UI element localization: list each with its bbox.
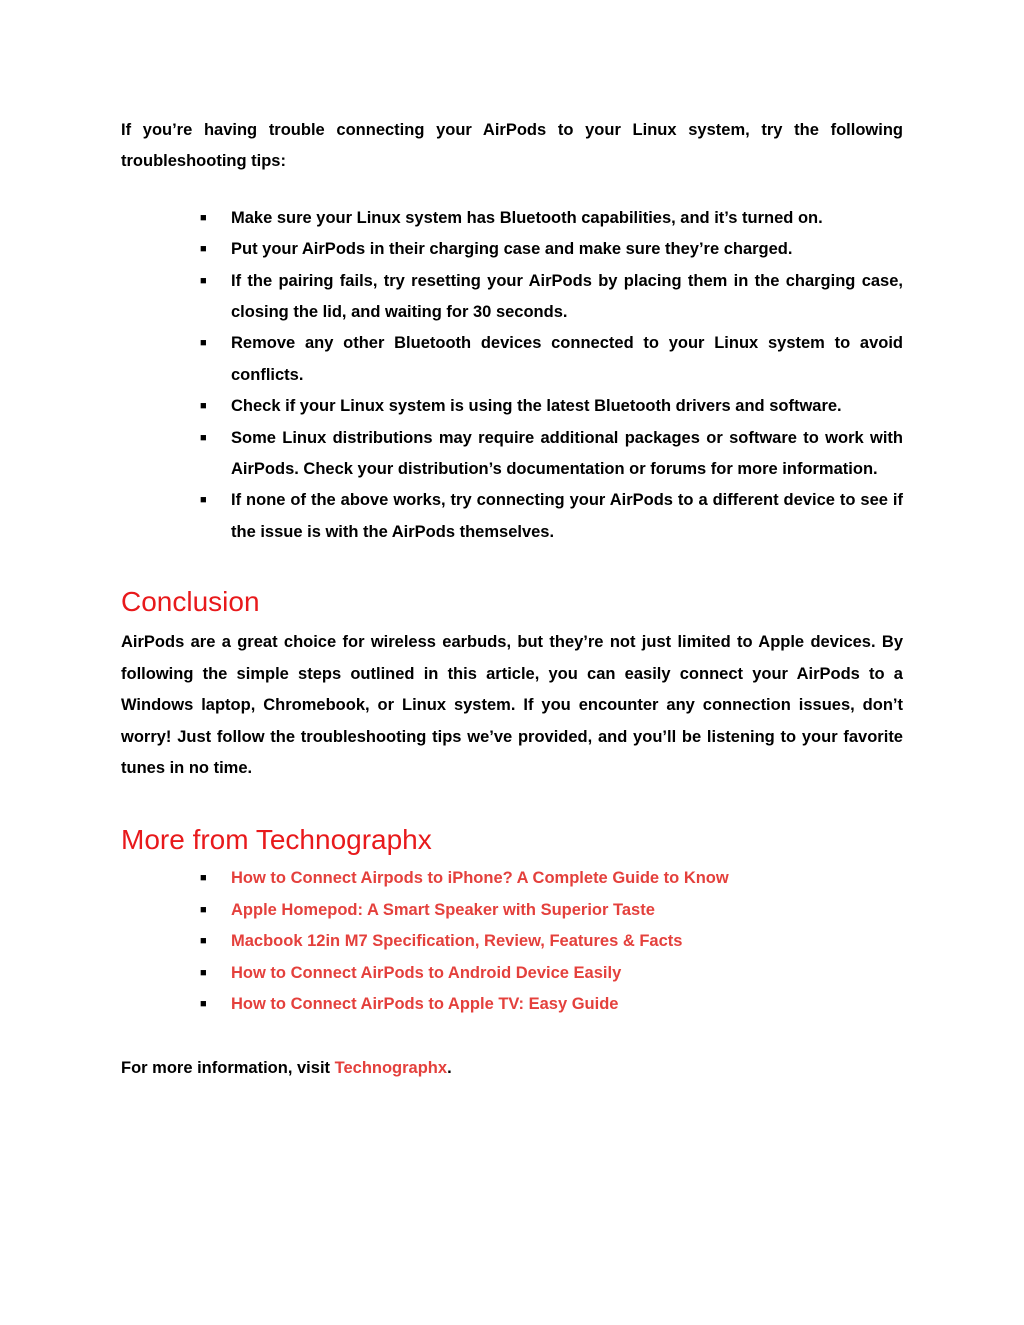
related-article-link[interactable]: Macbook 12in M7 Specification, Review, Features & Facts bbox=[231, 932, 683, 951]
bullet-icon: ■ bbox=[200, 903, 207, 916]
list-item bbox=[121, 266, 903, 329]
bullet-icon: ■ bbox=[200, 211, 207, 224]
related-article-link[interactable]: How to Connect AirPods to Apple TV: Easy Guide bbox=[231, 994, 619, 1013]
bullet-icon: ■ bbox=[200, 966, 207, 979]
list-item bbox=[121, 485, 903, 548]
list-item bbox=[121, 958, 903, 989]
bullet-icon: ■ bbox=[200, 997, 207, 1010]
tip-text: Make sure your Linux system has Bluetooth capabilities, and it’s turned on. bbox=[231, 208, 823, 227]
list-item bbox=[121, 328, 903, 391]
list-item bbox=[121, 203, 903, 234]
list-item bbox=[121, 423, 903, 486]
tip-text: Put your AirPods in their charging case and make sure they’re charged. bbox=[231, 240, 793, 259]
bullet-icon: ■ bbox=[200, 935, 207, 948]
footer-prefix: For more information, visit bbox=[121, 1059, 335, 1078]
bullet-icon: ■ bbox=[200, 400, 207, 413]
conclusion-heading: Conclusion bbox=[121, 586, 260, 618]
list-item bbox=[121, 234, 903, 265]
footer-suffix: . bbox=[447, 1059, 452, 1078]
technographx-link[interactable]: Technographx bbox=[334, 1059, 448, 1078]
bullet-icon: ■ bbox=[200, 431, 207, 444]
tip-text: Remove any other Bluetooth devices connected to your Linux system to avoid conflicts. bbox=[231, 334, 903, 384]
document-page bbox=[121, 115, 903, 1085]
bullet-icon: ■ bbox=[200, 872, 207, 885]
more-from-heading: More from Technographx bbox=[121, 824, 432, 856]
list-item bbox=[121, 391, 903, 422]
tip-text: If none of the above works, try connecting your AirPods to a different device to see if the issue is with the AirPods themselves. bbox=[231, 491, 903, 541]
list-item bbox=[121, 863, 903, 894]
bullet-icon: ■ bbox=[200, 243, 207, 256]
related-article-link[interactable]: How to Connect AirPods to Android Device Easily bbox=[231, 963, 622, 982]
intro-paragraph: If you’re having trouble connecting your AirPods to your Linux system, try the following troubleshooting tips: bbox=[121, 121, 903, 171]
list-item bbox=[121, 895, 903, 926]
related-article-link[interactable]: How to Connect Airpods to iPhone? A Complete Guide to Know bbox=[231, 869, 729, 888]
list-item bbox=[121, 989, 903, 1020]
tip-text: If the pairing fails, try resetting your AirPods by placing them in the charging case, closing the lid, and waiting for 30 seconds. bbox=[231, 271, 903, 322]
troubleshooting-tips-list bbox=[121, 203, 903, 548]
tip-text: Some Linux distributions may require additional packages or software to work with AirPods. Check your distribution’s documentation or forums for more information. bbox=[231, 428, 903, 479]
footer-paragraph bbox=[121, 1053, 903, 1084]
conclusion-paragraph: AirPods are a great choice for wireless earbuds, but they’re not just limited to Apple devices. By following the simple steps outlined in this article, you can easily connect your AirPods to a Windows laptop, Chromebook, or Linux system. If you encounter any connection issues, don’t worry! Just follow the troubleshooting tips we’ve provided, and you’ll be listening to your favorite tunes in no time. bbox=[121, 633, 903, 777]
related-article-link[interactable]: Apple Homepod: A Smart Speaker with Superior Taste bbox=[231, 900, 655, 919]
list-item bbox=[121, 926, 903, 957]
bullet-icon: ■ bbox=[200, 337, 207, 350]
tip-text: Check if your Linux system is using the latest Bluetooth drivers and software. bbox=[231, 397, 842, 416]
bullet-icon: ■ bbox=[200, 494, 207, 507]
related-articles-list bbox=[121, 863, 903, 1020]
bullet-icon: ■ bbox=[200, 274, 207, 287]
